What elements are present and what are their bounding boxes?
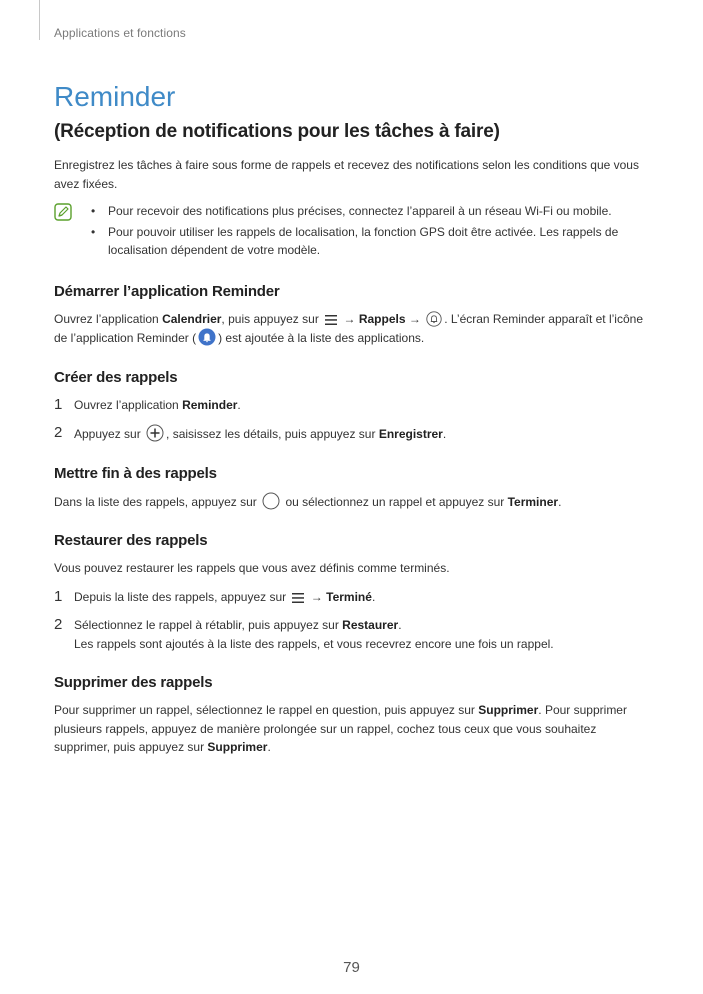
menu-icon [291,591,305,605]
restore-intro: Vous pouvez restaurer les rappels que vous avez définis comme terminés. [54,561,450,575]
page-subtitle: (Réception de notifications pour les tâches à faire) [54,121,500,142]
intro-text: Enregistrez les tâches à faire sous forme de rappels et recevez des notifications selon les conditions que vous avez fixées. [54,158,639,191]
page-title: Reminder [54,81,176,112]
section-label: Applications et fonctions [54,26,186,40]
reminder-bell-icon [426,311,442,327]
step-number: 2 [54,616,63,633]
delete-text: Pour supprimer un rappel, sélectionnez le rappel en question, puis appuyez sur Supprimer. Pour supprimer plusieurs rappels, appuyez de manière prolongée sur un rappel, cochez tous ceux que vous souhaitez supprimer, puis appuyez sur Supprimer. [54,703,627,754]
step-item [54,616,650,653]
finish-text: Dans la liste des rappels, appuyez sur ou sélectionnez un rappel et appuyez sur Terminer. [54,492,650,512]
note-pencil-icon [54,203,72,221]
header-divider [39,0,40,40]
step-text: Ouvrez l’application Reminder. [74,397,241,412]
heading-delete: Supprimer des rappels [54,674,213,691]
heading-restore: Restaurer des rappels [54,532,208,549]
step-number: 1 [54,395,63,413]
step-text: Appuyez sur , saisissez les détails, puis appuyez sur Enregistrer. [74,424,650,444]
page-number: 79 [343,959,360,976]
start-text: Ouvrez l’application Calendrier, puis appuyez sur → Rappels → . L’écran Reminder apparaît et l’icône de l’application Reminder ( ) est ajoutée à la liste des applications. [54,311,643,345]
step-item [54,588,650,607]
step-item [54,424,650,444]
step-text: Depuis la liste des rappels, appuyez sur → Terminé. [74,589,376,604]
note-item: • Pour recevoir des notifications plus précises, connectez l’appareil à un réseau Wi-Fi ou mobile. [88,202,650,221]
step-text: Sélectionnez le rappel à rétablir, puis appuyez sur Restaurer. Les rappels sont ajoutés à la liste des rappels, et vous recevrez encore une fois un rappel. [74,618,554,651]
restore-steps [54,588,650,654]
heading-finish: Mettre fin à des rappels [54,464,217,482]
note-list [72,202,650,262]
create-steps [54,396,650,444]
reminder-app-icon [198,328,216,346]
heading-start: Démarrer l’application Reminder [54,282,280,300]
step-number: 2 [54,424,63,441]
step-number: 1 [54,587,63,605]
note-block [54,202,650,262]
add-icon [146,424,164,442]
note-item: • Pour pouvoir utiliser les rappels de localisation, la fonction GPS doit être activée. Les rappels de localisation dépendent de votre modèle. [88,223,650,260]
page-content [54,80,650,757]
heading-create: Créer des rappels [54,368,178,386]
step-item [54,396,650,415]
menu-icon [324,313,338,327]
complete-circle-icon [262,492,280,510]
